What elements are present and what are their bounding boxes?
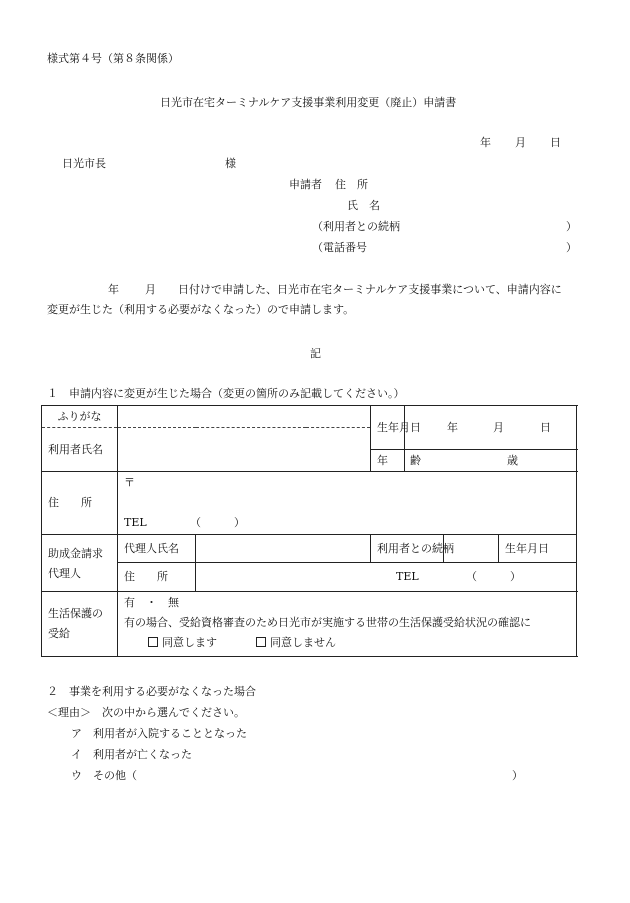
birthdate-label: 生年月日: [371, 406, 405, 450]
date-month: 月: [515, 136, 526, 149]
agent-tel-parens: （ ）: [466, 570, 521, 583]
welfare-label-line2: 受給: [48, 627, 70, 640]
applicant-name-label: 氏 名: [347, 199, 380, 212]
consent-yes-checkbox[interactable]: [148, 637, 158, 647]
age-label: 年 齢: [371, 450, 405, 472]
body-line1: 日付けで申請した、日光市在宅ターミナルケア支援事業について、申請内容に: [178, 283, 562, 296]
relation-label: 利用者との続柄: [371, 535, 444, 563]
furigana-label: ふりがな: [42, 406, 118, 428]
applicant-relation-close: ）: [566, 220, 577, 233]
user-name-field[interactable]: [118, 428, 371, 472]
birth-year: 年: [447, 420, 459, 434]
reason-prompt: ＜理由＞ 次の中から選んでください。: [47, 706, 245, 719]
applicant-label: 申請者: [289, 178, 322, 191]
body-month: 月: [145, 283, 156, 296]
consent-yes-label: 同意します: [162, 636, 217, 649]
tel-parens: （ ）: [190, 516, 245, 529]
welfare-field: [118, 592, 577, 657]
date-year: 年: [480, 136, 491, 149]
tel-label: TEL: [124, 516, 147, 529]
document-title: 日光市在宅ターミナルケア支援事業利用変更（廃止）申請書: [160, 96, 457, 109]
agent-address-field[interactable]: [196, 563, 577, 592]
addressee-mayor: 日光市長: [62, 157, 106, 170]
consent-no-checkbox[interactable]: [256, 637, 266, 647]
reason-other-close: ）: [512, 769, 523, 782]
body-year: 年: [108, 283, 119, 296]
addressee-honorific: 様: [225, 157, 236, 170]
consent-no-label: 同意しません: [270, 636, 336, 649]
agent-label: [42, 535, 118, 592]
form-number: 様式第４号（第８条関係）: [47, 52, 179, 65]
user-name-label: 利用者氏名: [42, 428, 118, 472]
agent-address-label: 住 所: [118, 563, 196, 592]
welfare-label: [42, 592, 118, 657]
date-day: 日: [550, 136, 561, 149]
birth-month: 月: [493, 420, 505, 434]
application-table: [41, 405, 577, 657]
postal-mark: 〒: [124, 476, 135, 489]
reason-option-u[interactable]: ウ その他（: [71, 769, 137, 782]
address-label: 住 所: [42, 472, 118, 535]
body-line2: 変更が生じた（利用する必要がなくなった）ので申請します。: [47, 303, 355, 316]
agent-name-label: 代理人氏名: [118, 535, 196, 563]
agent-label-line1: 助成金請求: [48, 547, 103, 560]
welfare-yes-no[interactable]: 有 ・ 無: [124, 596, 179, 609]
applicant-phone-close: ）: [566, 241, 577, 254]
ki-heading: 記: [310, 347, 321, 360]
furigana-field[interactable]: [118, 406, 371, 428]
birth-day: 日: [540, 420, 552, 434]
consent-no-option[interactable]: [256, 636, 336, 650]
welfare-note: 有の場合、受給資格審査のため日光市が実施する世帯の生活保護受給状況の確認に: [124, 616, 531, 629]
section1-heading: １ 申請内容に変更が生じた場合（変更の箇所のみ記載してください。）: [47, 387, 405, 400]
address-field[interactable]: [118, 472, 577, 535]
applicant-relation-open: （利用者との続柄: [312, 220, 400, 233]
agent-tel-label: TEL: [396, 570, 419, 583]
birthdate-field[interactable]: [405, 406, 577, 450]
agent-birth-label: 生年月日: [499, 535, 577, 563]
agent-name-field[interactable]: [196, 535, 371, 563]
section2-heading: ２ 事業を利用する必要がなくなった場合: [47, 685, 256, 698]
age-unit: 歳: [507, 453, 519, 467]
applicant-phone-open: （電話番号: [312, 241, 367, 254]
applicant-address-label: 住 所: [335, 178, 368, 191]
reason-option-i[interactable]: イ 利用者が亡くなった: [71, 748, 192, 761]
consent-yes-option[interactable]: [148, 636, 217, 650]
agent-label-line2: 代理人: [48, 567, 81, 580]
age-field[interactable]: [405, 450, 577, 472]
welfare-label-line1: 生活保護の: [48, 607, 103, 620]
reason-option-a[interactable]: ア 利用者が入院することとなった: [71, 727, 247, 740]
